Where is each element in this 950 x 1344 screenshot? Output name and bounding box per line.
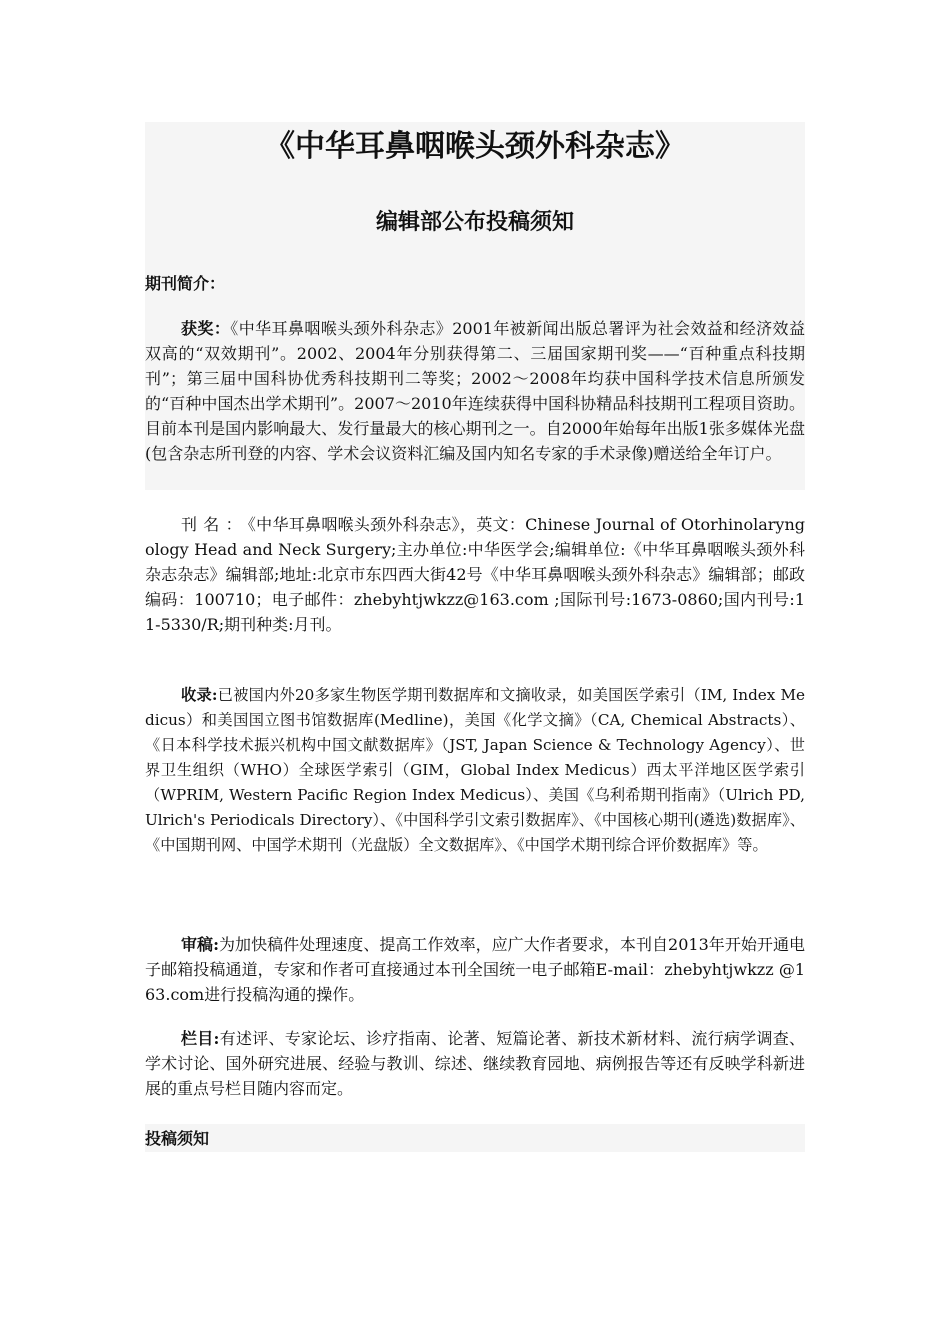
review-text: 为加快稿件处理速度、提高工作效率，应广大作者要求，本刊自2013年开始开通电子邮箱投稿通道，专家和作者可直接通过本刊全国统一电子邮箱E-mail：zhebyhtjwkzz @163.com进行投稿沟通的操作。 — [145, 935, 805, 1004]
info-label: 刊名： — [181, 515, 248, 534]
awards-paragraph — [145, 316, 805, 466]
document-title: 《中华耳鼻咽喉头颈外科杂志》 — [265, 129, 685, 164]
review-label: 审稿: — [181, 935, 219, 954]
columns-text: 有述评、专家论坛、诊疗指南、论著、短篇论著、新技术新材料、流行病学调查、学术讨论、国外研究进展、经验与教训、综述、继续教育园地、病例报告等还有反映学科新进展的重点号栏目随内容而定。 — [145, 1029, 805, 1098]
review-paragraph — [145, 932, 805, 1007]
intro-heading: 期刊简介： — [145, 274, 226, 293]
indexing-text: 已被国内外20多家生物医学期刊数据库和文摘收录，如美国医学索引（IM, Index Medicus）和美国国立图书馆数据库(Medline)，美国《化学文摘》（CA, Chemical Abstracts）、《日本科学技术振兴机构中国文献数据库》（JST, Japan Science & Technology Agency）、世界卫生组织（WHO）全球医学索引（GIM，Global Index Medicus）西太平洋地区医学索引（WPRIM, Western Pacific Region Index Medicus）、美国《乌利希期刊指南》（Ulrich PD, Ulrich's Periodicals Directory）、《中国科学引文索引数据库》、《中国核心期刊(遴选)数据库》、《中国期刊网、中国学术期刊（光盘版）全文数据库》、《中国学术期刊综合评价数据库》等。 — [145, 686, 805, 854]
columns-label: 栏目: — [181, 1029, 220, 1048]
document-subtitle: 编辑部公布投稿须知 — [375, 209, 574, 235]
submission-heading: 投稿须知 — [145, 1129, 210, 1148]
info-paragraph — [145, 512, 805, 637]
footer-shade — [145, 1124, 805, 1152]
info-text: 《中华耳鼻咽喉头颈外科杂志》，英文：Chinese Journal of Otorhinolaryngology Head and Neck Surgery;主办单位:中华医学会;编辑单位:《中华耳鼻咽喉头颈外科杂志杂志》编辑部;地址:北京市东四西大街42号《中华耳鼻咽喉头颈外科杂志》编辑部；邮政编码：100710；电子邮件：zhebyhtjwkzz@163.com ;国际刊号:1673-0860;国内刊号:11-5330/R;期刊种类:月刊。 — [145, 515, 805, 634]
awards-text: 《中华耳鼻咽喉头颈外科杂志》2001年被新闻出版总署评为社会效益和经济效益双高的“双效期刊”。2002、2004年分别获得第二、三届国家期刊奖——“百种重点科技期刊”；第三届中国科协优秀科技期刊二等奖；2002～2008年均获中国科学技术信息所颁发的“百种中国杰出学术期刊”。2007～2010年连续获得中国科协精品科技期刊工程项目资助。目前本刊是国内影响最大、发行量最大的核心期刊之一。自2000年始每年出版1张多媒体光盘(包含杂志所刊登的内容、学术会议资料汇编及国内知名专家的手术录像)赠送给全年订户。 — [145, 319, 805, 463]
awards-label: 获奖： — [181, 319, 231, 338]
indexing-label: 收录: — [181, 686, 218, 704]
indexing-paragraph — [145, 683, 805, 858]
columns-paragraph — [145, 1026, 805, 1101]
